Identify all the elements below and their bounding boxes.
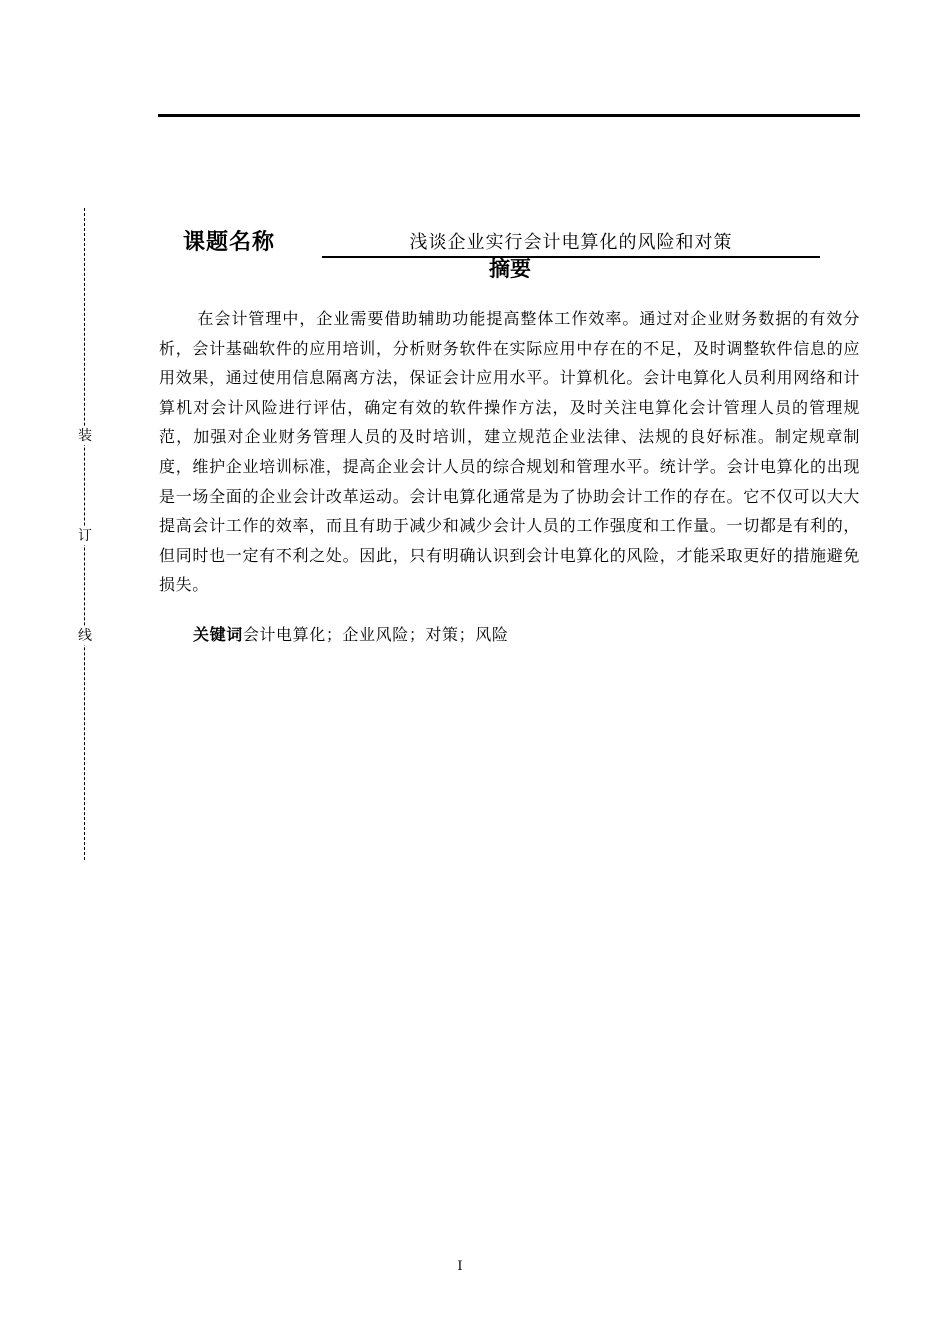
keywords-label: 关键词: [193, 625, 243, 644]
abstract-heading: 摘要: [489, 257, 531, 281]
binding-mark-ding: 订: [78, 528, 92, 544]
abstract-body: 在会计管理中，企业需要借助辅助功能提高整体工作效率。通过对企业财务数据的有效分析，会计基础软件的应用培训，分析财务软件在实际应用中存在的不足，及时调整软件信息的应用效果，通过使用信息隔离方法，保证会计应用水平。计算机化。会计电算化人员利用网络和计算机对会计风险进行评估，确定有效的软件操作方法，及时关注电算化会计管理人员的管理规范，加强对企业财务管理人员的及时培训，建立规范企业法律、法规的良好标准。制定规章制度，维护企业培训标准，提高企业会计人员的综合规划和管理水平。统计学。会计电算化的出现是一场全面的企业会计改革运动。会计电算化通常是为了协助会计工作的存在。它不仅可以大大提高会计工作的效率，而且有助于减少和减少会计人员的工作强度和工作量。一切都是有利的，但同时也一定有不利之处。因此，只有明确认识到会计电算化的风险，才能采取更好的措施避免损失。: [159, 309, 860, 595]
page-number: I: [457, 1259, 463, 1274]
binding-mark-zhuang: 装: [78, 428, 92, 444]
keywords-value: 会计电算化；企业风险；对策；风险: [242, 625, 509, 644]
title-label: 课题名称: [183, 230, 276, 255]
binding-mark-xian: 线: [78, 628, 92, 644]
header-rule: [158, 114, 860, 117]
keywords-line: [193, 622, 853, 648]
title-value: 浅谈企业实行会计电算化的风险和对策: [322, 230, 820, 258]
